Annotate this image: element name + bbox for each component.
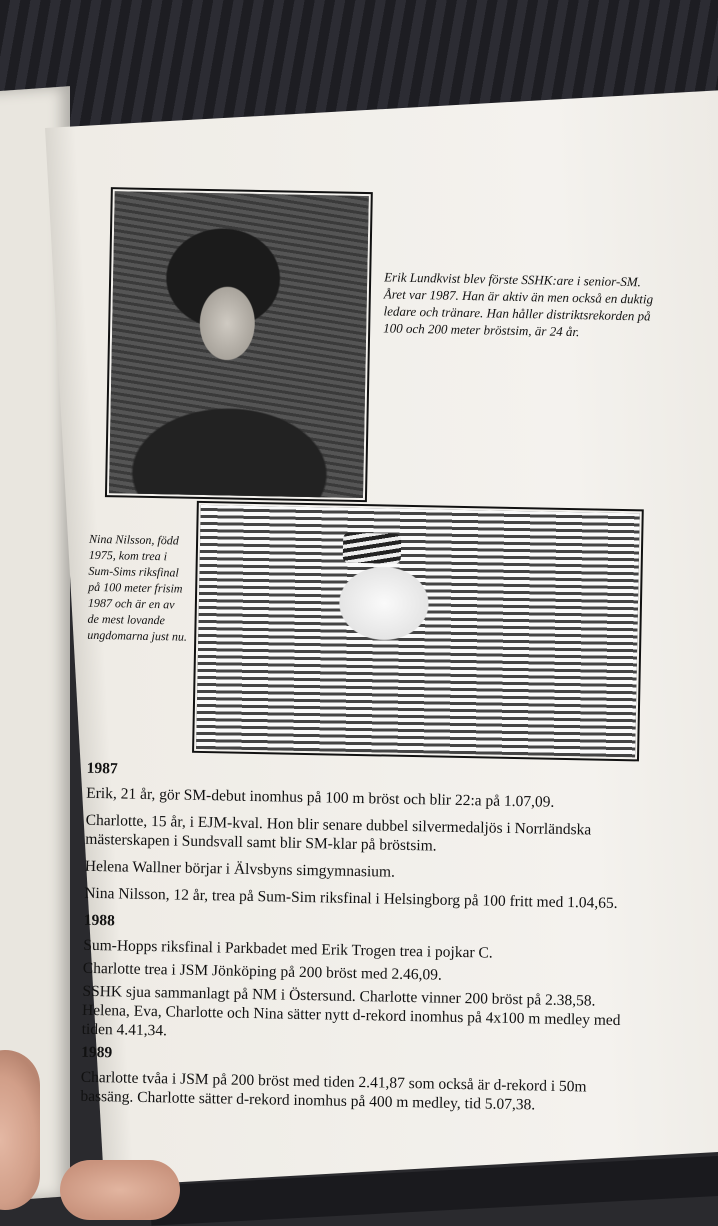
paragraph: Charlotte tvåa i JSM på 200 bröst med tiden 2.41,87 som också är d-rekord i 50m bassäng. Charlotte sätter d-rekord inomhus på 400 m medley, tid 5.07,38. [80,1068,587,1114]
swimmer-image [196,505,640,757]
section-1988 [82,911,624,1049]
year-heading: 1988 [83,911,115,930]
section-1989 [80,1043,621,1116]
year-heading: 1989 [81,1043,113,1062]
finger [60,1160,180,1220]
paragraph: Helena Wallner börjar i Älvsbyns simgymnasium. [84,857,396,881]
year-heading: 1987 [86,759,118,778]
photo-nina-nilsson [192,501,644,762]
chronicle-text [80,755,627,1124]
paragraph: SSHK sjua sammanlagt på NM i Östersund. Charlotte vinner 200 bröst på 2.38,58. Helena, Eva, Charlotte och Nina sätter nytt d-rekord inomhus på 4x100 m medley med tiden 4.41,34. [81,982,621,1040]
caption-erik: Erik Lundkvist blev förste SSHK:are i senior-SM. Året var 1987. Han är aktiv än men också en duktig ledare och tränare. Han håller distriktsrekorden på 100 och 200 meter bröstsim, är 24 år. [383,269,654,340]
thumb [0,1050,40,1210]
section-1987 [84,759,627,913]
paragraph: Charlotte trea i JSM Jönköping på 200 bröst med 2.46,09. [82,959,443,984]
portrait-image [109,191,369,498]
paragraph: Nina Nilsson, 12 år, trea på Sum-Sim riksfinal i Helsingborg på 100 fritt med 1.04,65. [84,884,618,912]
paragraph: Erik, 21 år, gör SM-debut inomhus på 100 m bröst och blir 22:a på 1.07,09. [86,784,555,811]
swim-cap-flag [343,533,402,564]
caption-nina: Nina Nilsson, född 1975, kom trea i Sum-Sims riksfinal på 100 meter frisim 1987 och är en av de mest lovande ungdomarna just nu. [87,531,188,644]
paragraph: Charlotte, 15 år, i EJM-kval. Hon blir senare dubbel silvermedaljös i Norrländska mästerskapen i Sundsvall samt blir SM-klar på bröstsim. [85,811,592,855]
photo-erik-lundkvist [105,187,373,502]
paragraph: Sum-Hopps riksfinal i Parkbadet med Erik Trogen trea i pojkar C. [83,936,493,962]
